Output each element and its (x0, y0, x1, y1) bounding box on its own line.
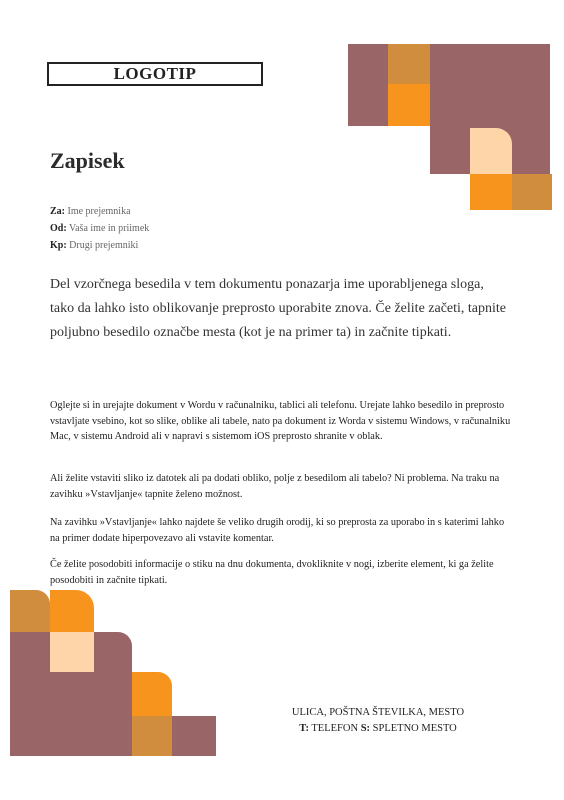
footer-web-label: S: (360, 723, 371, 734)
meta-cc-label: Kp: (50, 240, 67, 251)
footer-address: ULICA, POŠTNA ŠTEVILKA, MESTO (291, 707, 465, 718)
meta-cc-value: Drugi prejemniki (69, 240, 139, 251)
body-paragraph: Oglejte si in urejajte dokument v Wordu v računalniku, tablici ali telefonu. Urejate lahko besedilo in preprosto vstavljate vsebino, kot so slike, oblike ali tabele, nato pa dokument iz Worda v sistemu Windows, v računalniku Mac, v sistemu Android ali v napravi s sistemom iOS preprosto shranite v oblak. (50, 400, 511, 442)
footer-contact-line (268, 721, 488, 737)
decorative-blocks-top-icon (348, 44, 552, 212)
meta-to (50, 206, 131, 217)
footer-web: SPLETNO MESTO (372, 723, 457, 734)
meta-from-label: Od: (50, 223, 67, 234)
body-paragraph: Na zavihku »Vstavljanje« lahko najdete še veliko drugih orodij, ki so preprosta za uporabo in s katerimi lahko na primer dodate hiperpovezavo ali vstavite komentar. (50, 517, 505, 544)
decorative-blocks-bottom-icon (10, 590, 216, 758)
page-title: Zapisek (50, 148, 125, 173)
meta-from-value: Vaša ime in priimek (69, 223, 150, 234)
footer-contact (268, 705, 488, 737)
footer-phone: TELEFON (311, 723, 359, 734)
footer-phone-label: T: (299, 723, 309, 734)
meta-to-value: Ime prejemnika (67, 206, 131, 217)
lead-paragraph: Del vzorčnega besedila v tem dokumentu ponazarja ime uporabljenega sloga, tako da lahko isto oblikovanje preprosto uporabite znova. Če želite začeti, tapnite poljubno besedilo označbe mesta (kot je na primer ta) in začnite tipkati. (50, 277, 507, 340)
meta-to-label: Za: (50, 206, 65, 217)
logo-box (47, 62, 263, 86)
body-paragraph: Ali želite vstaviti sliko iz datotek ali pa dodati obliko, polje z besedilom ali tabelo? Ni problema. Na traku na zavihku »Vstavljanje« tapnite želeno možnost. (50, 473, 500, 500)
logo-text: LOGOTIP (113, 64, 197, 83)
meta-cc (50, 240, 138, 251)
body-paragraph: Če želite posodobiti informacije o stiku na dnu dokumenta, dvokliknite v nogi, izberite element, ki ga želite posodobiti in začnite tipkati. (50, 559, 494, 586)
meta-from (50, 223, 149, 234)
